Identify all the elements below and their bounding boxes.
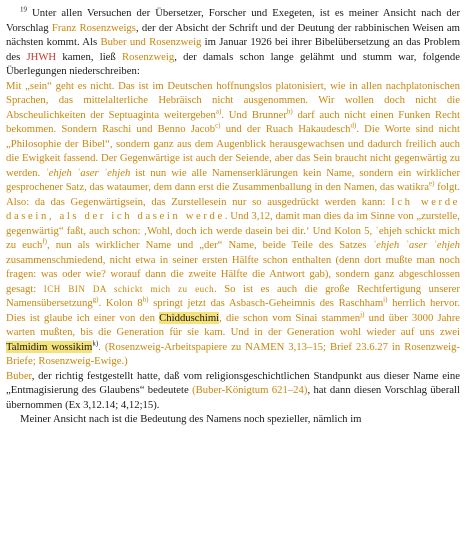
- spaced-phrase: Ich werde dasein, als der ich dasein werde: [6, 195, 460, 222]
- intro-paragraph: $^{19}$ Unter allen Versuchen der Übersetzer, Forscher und Exegeten, ist es meiner Ansicht nach der Vorschlag Franz Rosenzweigs, der der Absicht der Schrift und der Deutung der rabbinischen Weisen am nächsten kommt. Als Buber und Rosenzweig im Januar 1926 bei ihrer Bibelübersetzung an das Problem des JHWH kamen, ließ Rosenzweig, der damals schon lange gelähmt und stumm war, folgende Überlegungen niederschreiben:: [6, 5, 461, 77]
- tail-paragraph: Buber, der richtig festgestellt hatte, daß vom religionsgeschichtlichen Standpunkt aus dieser Name eine „Entmagisierung des Glaubens“ bedeutete (Buber-Königtum 621–24), hat dann diesen Vorschlag überall übernommen (Ex 3,12.14; 4,12;15).: [6, 369, 460, 411]
- name-rosenzweig-2: Rosenzweig: [121, 50, 175, 63]
- hebrew-phrase: ʾehjeh ʾaser ʾehjeh: [45, 166, 131, 179]
- quote-source: (Rosenzweig-Arbeitspapiere zu NAMEN 3,13–15; Brief 23.6.27 in Rosenzweig-Briefe; Rosenzweig-Ewige.): [6, 340, 460, 367]
- ich-bin-da: ICH BIN DA schickt mich zu euch: [43, 283, 215, 294]
- highlight-talmidim: Talmidim wossikim: [6, 340, 93, 353]
- name-buber-rosenzweig: Buber und Rosenzweig: [100, 36, 202, 48]
- term-jhwh: JHWH: [26, 50, 57, 63]
- reference-buber: (Buber-Königtum 621–24): [192, 384, 308, 396]
- quote-block: Mit „sein“ geht es nicht. Das ist im Deutschen hoffnungslos platonisiert, wie in allen nachplatonischen Sprachen, das mittelalterliche Hebräisch nicht ausgenommen. Wir wollen doch nicht die Abscheulichkeiten der Septuaginta weitergeben$^{a)}$. Und Brunner$^{b)}$ darf auch nicht einen Funken Recht bekommen. Sondern Raschi und Benno Jacob$^{c)}$ und der Ruach Hakaudesch$^{d)}$. Die Worte sind nicht „Philosophie der Bibel“, sondern ganz aus dem Augenblick herausgewachsen und dadurch freilich auch die Ewigkeit fassend. Der Gegenwärtige ist auch der Seiende, aber das Sein braucht nicht gegenwärtig zu werden. ʾehjeh ʾaser ʾehjeh ist nun wie alle Namenserklärungen kein Name, sondern ein wirklicher gesprochener Satz, das wataumer, dem dann erst die Zusammenballung in den Namen, das watikra$^{e)}$ folgt. Also: da das Gegenwärtigsein, das Zurstellesein nur so ausgedrückt werden kann: Ich werde dasein, als der ich dasein werde. Und 3,12, damit man dies da im Sinne von „zurstelle, gegenwärtig“ faßt, auch schon: ‚Wohl, doch ich werde dasein bei dir.‘ Und Kolon 5, ʿehjeh schickt mich zu euch$^{f)}$, nun als wirklicher Name und „der“ Name, beide Teile des Satzes ʾehjeh ʾaser ʾehjeh zusammenschmiedend, nicht etwa in seiner ersten Hälfte schon enthalten (denn dort mußte man noch fragen: was oder wie? worauf dann die zweite Hälfte die Antwort gab), sondern ganz abgeschlossen gesagt: ICH BIN DA schickt mich zu euch. So ist es auch die große Rechtfertigung unserer Namensübersetzung$^{g)}$. Kolon 8$^{h)}$ springt jetzt das Asbasch-Geheimnis des Raschham$^{i)}$ herrlich hervor. Dies ist glaube ich einer von den Chidduschimi, die schon vom Sinai stammen$^{j)}$ und über 3000 Jahre warten mußten, bis die Generation für sie kam. Und in der Generation wohl wieder auf uns zwei Talmidim wossikim$^{k)}$. (Rosenzweig-Arbeitspapiere zu NAMEN 3,13–15; Brief 23.6.27 in Rosenzweig-Briefe; Rosenzweig-Ewige.): [6, 79, 461, 367]
- last-paragraph: Meiner Ansicht nach ist die Bedeutung des Namens noch spezieller, nämlich im: [20, 413, 362, 425]
- footnote-marker: 19: [20, 5, 27, 14]
- highlight-chidduschim: Chidduschimi: [159, 311, 220, 324]
- name-buber: Buber: [6, 369, 32, 382]
- name-rosenzweig: Franz Rosenzweigs: [51, 21, 136, 34]
